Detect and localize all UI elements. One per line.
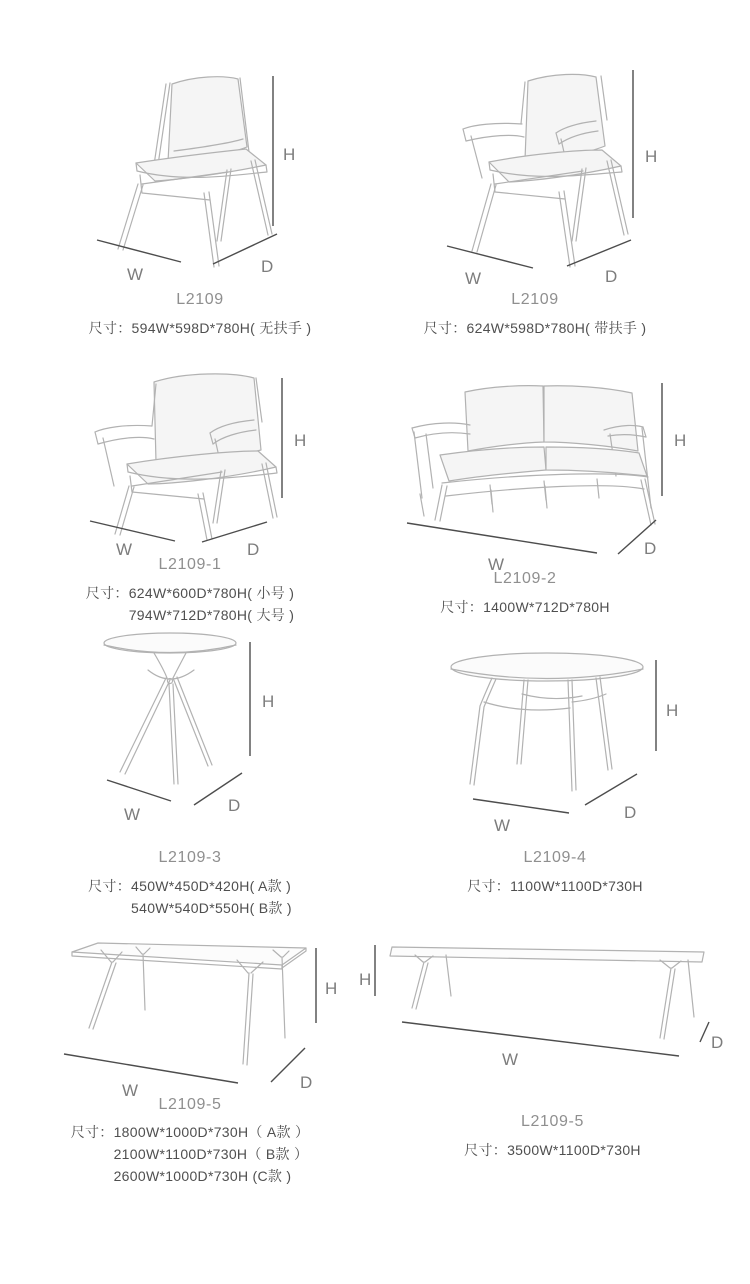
size-label: 尺寸：	[423, 320, 467, 336]
height-label: H	[359, 970, 372, 989]
depth-dimension-line	[585, 774, 637, 805]
depth-label: D	[228, 796, 241, 815]
spec-value: 540W*540D*550H( B款 )	[131, 900, 292, 916]
height-label: H	[294, 431, 307, 450]
product-specs	[390, 596, 660, 618]
long-dining-table-outline	[390, 947, 704, 1039]
product-model: L2109-5	[521, 1113, 584, 1130]
width-dimension-line	[97, 240, 181, 262]
product-specs	[415, 1139, 690, 1161]
depth-label: D	[605, 267, 618, 286]
spec-value: 2600W*1000D*730H (C款 )	[113, 1168, 292, 1184]
depth-label: D	[261, 257, 274, 276]
depth-dimension-line	[567, 240, 631, 266]
product-card-long-dining-table	[345, 915, 735, 1205]
product-model: L2109-3	[158, 849, 222, 866]
product-card-armless-chair	[40, 55, 360, 347]
width-label: W	[116, 540, 133, 559]
spec-value: 3500W*1100D*730H	[507, 1142, 641, 1158]
round-dining-table-sketch	[422, 638, 682, 834]
spec-value: 624W*600D*780H( 小号 )	[128, 585, 295, 601]
width-dimension-line	[407, 523, 597, 553]
product-card-small-round-table	[40, 620, 360, 920]
width-label: W	[122, 1081, 139, 1100]
product-specs	[60, 317, 340, 339]
spec-value: 594W*598D*780H( 无扶手 )	[131, 320, 312, 336]
spec-value: 794W*712D*780H( 大号 )	[128, 607, 295, 623]
width-dimension-line	[447, 246, 533, 268]
depth-label: D	[300, 1073, 313, 1092]
small-round-table-outline	[104, 633, 236, 784]
width-label: W	[124, 805, 141, 824]
width-label: W	[465, 269, 482, 288]
round-dining-table-outline	[451, 653, 643, 791]
product-card-armchair	[385, 55, 705, 347]
product-specs	[50, 875, 330, 919]
width-label: W	[494, 816, 511, 834]
rect-dining-table-outline	[72, 943, 306, 1065]
armless-chair-outline	[118, 77, 272, 267]
armchair-outline	[463, 74, 628, 267]
height-label: H	[674, 431, 687, 450]
width-dimension-line	[107, 780, 171, 801]
product-specs	[395, 317, 675, 339]
size-label: 尺寸：	[85, 585, 129, 601]
lounge-chair-sketch	[70, 360, 335, 560]
spec-value: 1800W*1000D*730H（ A款 ）	[113, 1124, 310, 1140]
height-label: H	[262, 692, 275, 711]
product-card-lounge-chair	[40, 355, 360, 645]
spec-value: 450W*450D*420H( A款 )	[131, 878, 292, 894]
product-model: L2109	[511, 291, 559, 308]
height-label: H	[325, 979, 338, 998]
width-dimension-line	[402, 1022, 679, 1056]
rect-dining-table-sketch	[42, 920, 342, 1100]
height-label: H	[645, 147, 658, 166]
width-dimension-line	[64, 1054, 238, 1083]
depth-dimension-line	[700, 1022, 709, 1042]
product-specs	[45, 1121, 335, 1187]
depth-label: D	[644, 539, 657, 558]
size-label: 尺寸：	[467, 878, 511, 894]
small-round-table-sketch	[82, 626, 302, 824]
armchair-sketch	[425, 60, 685, 290]
depth-dimension-line	[202, 522, 267, 542]
spec-value: 1100W*1100D*730H	[510, 878, 643, 894]
product-model: L2109	[176, 291, 224, 308]
depth-label: D	[711, 1033, 724, 1052]
size-label: 尺寸：	[464, 1142, 508, 1158]
spec-value: 624W*598D*780H( 带扶手 )	[466, 320, 647, 336]
size-label: 尺寸：	[70, 1124, 114, 1140]
size-label: 尺寸：	[440, 599, 484, 615]
width-dimension-line	[90, 521, 175, 541]
width-dimension-line	[473, 799, 569, 813]
sofa-outline	[412, 386, 655, 525]
size-label: 尺寸：	[88, 320, 132, 336]
product-card-rect-dining-table	[35, 915, 355, 1205]
spec-value: 1400W*712D*780H	[483, 599, 610, 615]
spec-value: 2100W*1100D*730H（ B款 ）	[113, 1146, 309, 1162]
sofa-sketch	[392, 368, 692, 573]
dimension-lines	[473, 660, 656, 813]
product-model: L2109-4	[523, 849, 587, 866]
product-card-sofa	[385, 360, 715, 645]
armless-chair-sketch	[75, 62, 330, 290]
long-dining-table-sketch	[352, 925, 730, 1070]
depth-label: D	[247, 540, 260, 559]
depth-label: D	[624, 803, 637, 822]
height-label: H	[283, 145, 296, 164]
product-card-round-dining-table	[405, 620, 705, 920]
width-label: W	[502, 1050, 519, 1069]
lounge-chair-outline	[95, 374, 277, 540]
product-model: L2109-2	[493, 570, 557, 587]
width-label: W	[127, 265, 144, 284]
product-specs	[420, 875, 690, 897]
product-model: L2109-1	[158, 556, 222, 573]
width-label: W	[488, 555, 505, 573]
product-model: L2109-5	[158, 1096, 222, 1113]
size-label: 尺寸：	[88, 878, 132, 894]
height-label: H	[666, 701, 679, 720]
